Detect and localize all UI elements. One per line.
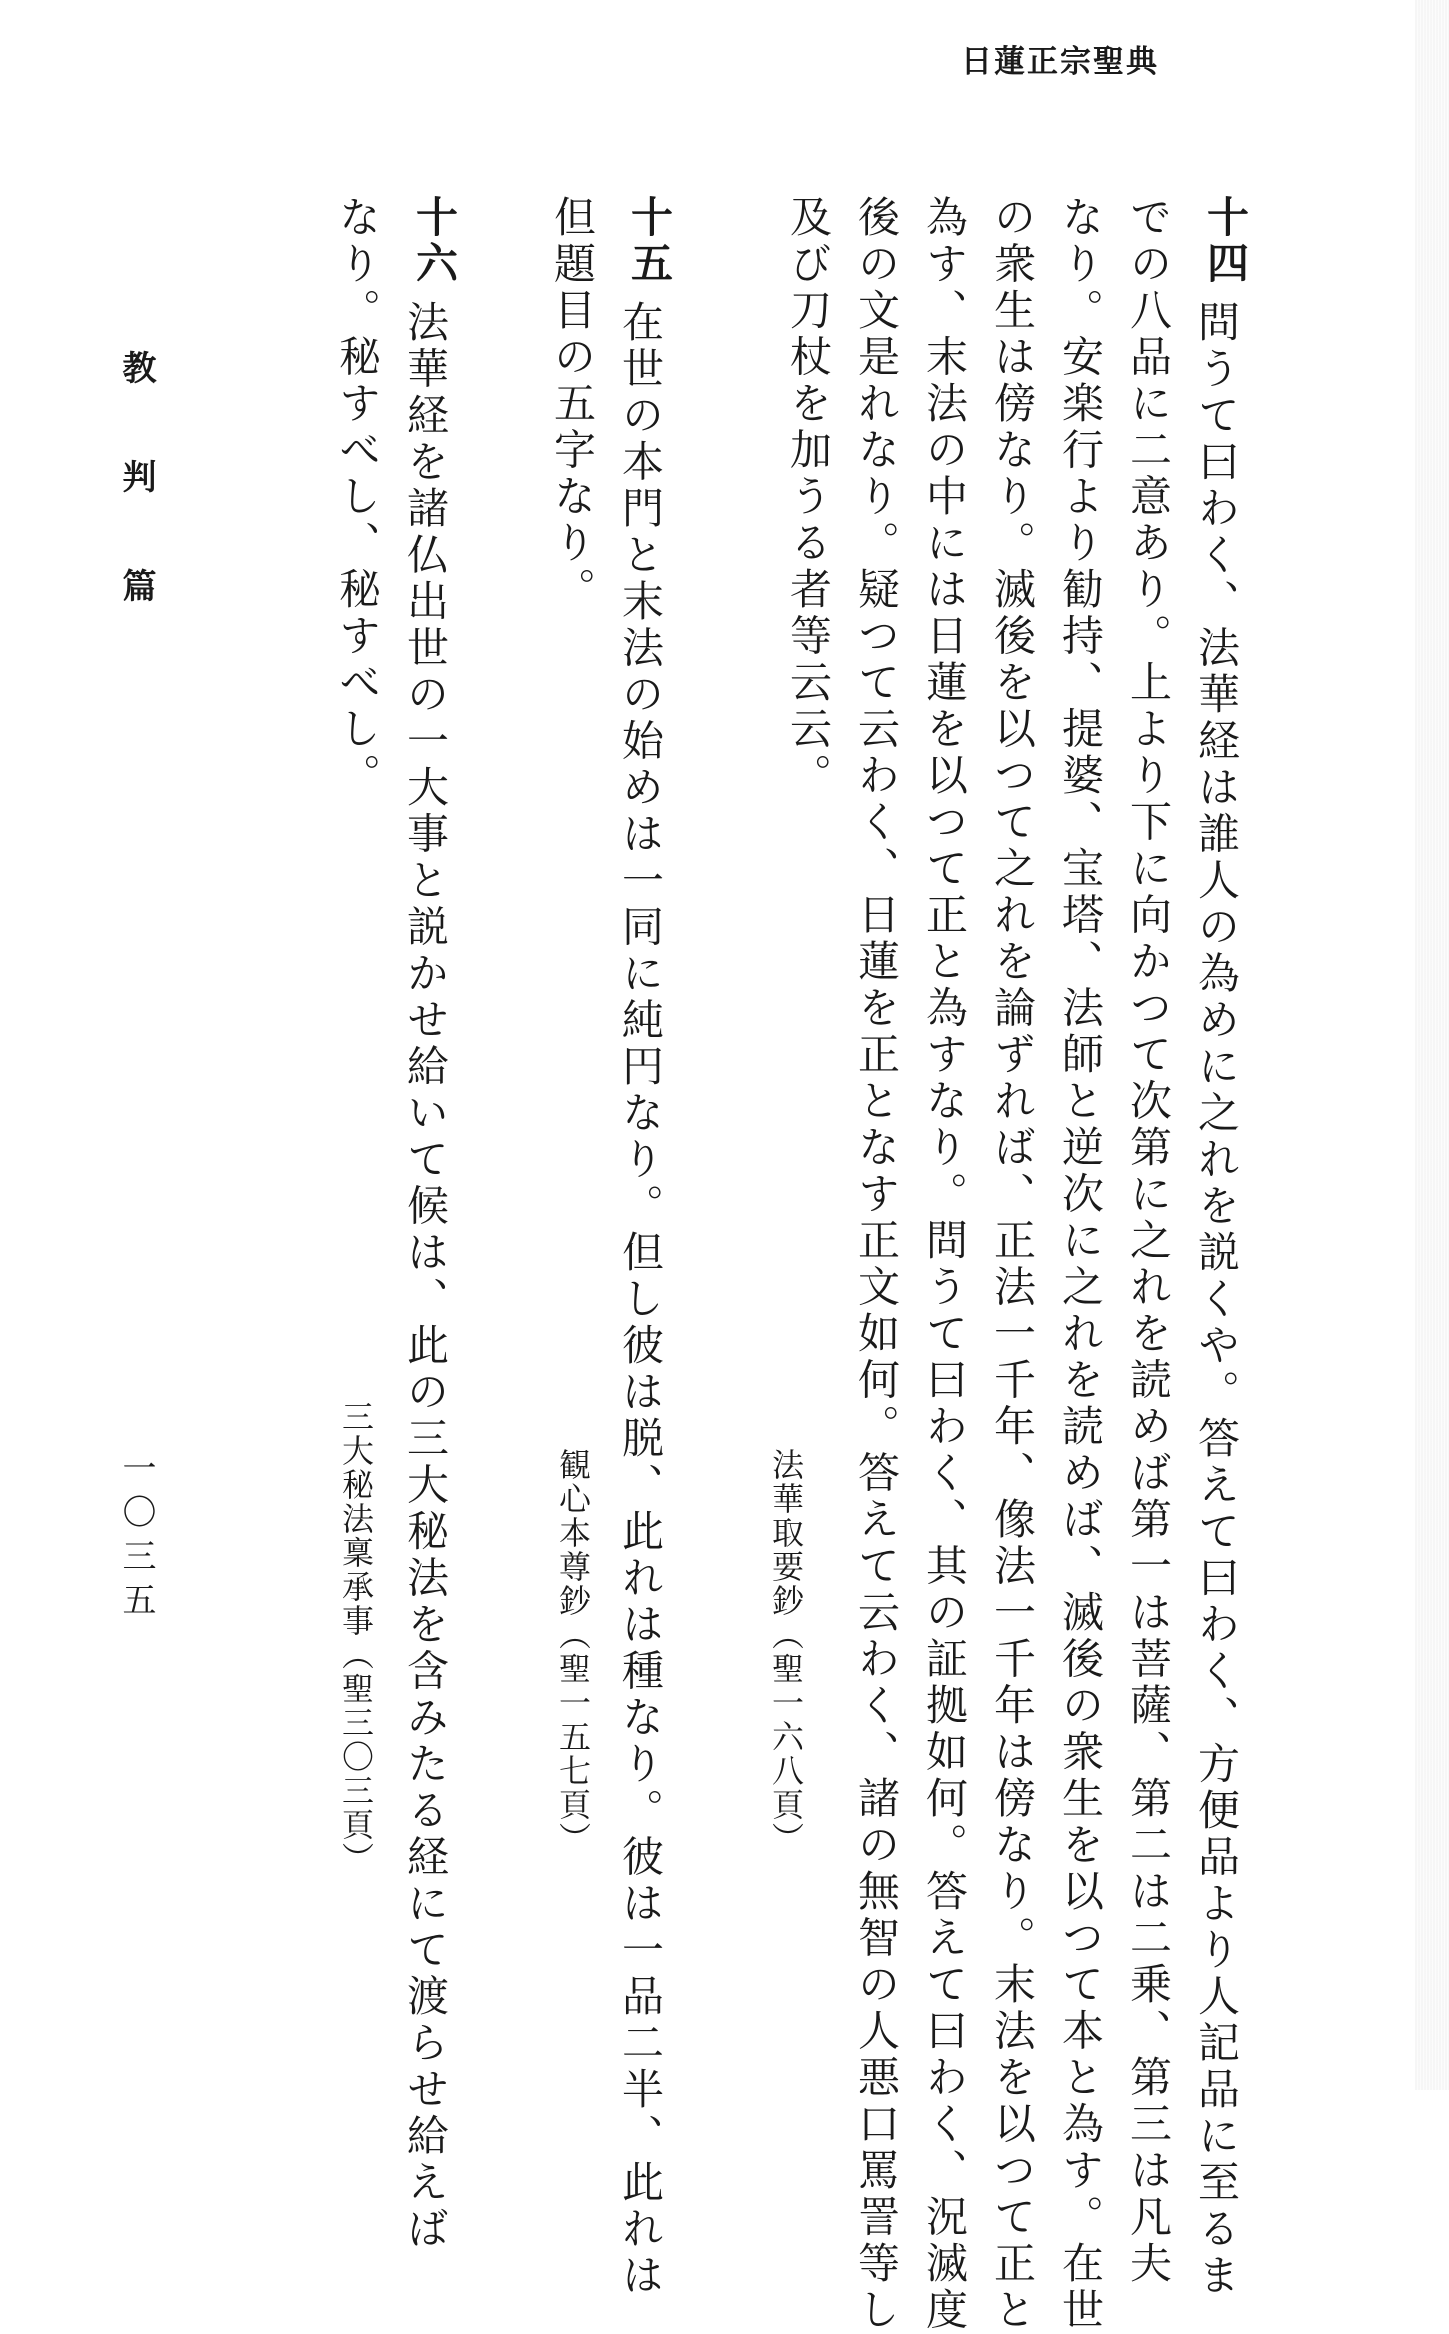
passage-line: 但題目の五字なり。 — [548, 195, 597, 614]
passage-line: での八品に二意あり。上より下に向かつて次第に之れを読めば第一は菩薩、第二は二乗、第三は凡夫 — [1124, 195, 1173, 2288]
book-binding-edge — [1415, 0, 1449, 2090]
passage-line: なり。秘すべし、秘すべし。 — [333, 195, 382, 800]
passage-line: 為す、末法の中には日蓮を以つて正と為すなり。問うて曰わく、其の証拠如何。答えて曰わく、況滅度 — [920, 195, 969, 2334]
passage-line: なり。安楽行より勧持、提婆、宝塔、法師と逆次に之れを読めば、滅後の衆生を以つて本と為す。在世 — [1056, 195, 1105, 2334]
section-number-14: 十四 — [1201, 195, 1250, 287]
passage-line: の衆生は傍なり。滅後を以つて之れを論ずれば、正法一千年、像法一千年は傍なり。末法を以つて正と — [988, 195, 1037, 2334]
page-number: 一〇三五 — [116, 1450, 156, 1626]
citation-source: 法華取要鈔（聖一六八頁） — [767, 1448, 805, 1856]
book-title-header: 日蓮正宗聖典 — [961, 44, 1159, 80]
section-title-vertical: 教判篇 — [116, 350, 156, 677]
citation-source: 三大秘法稟承事（聖三〇三頁） — [337, 1400, 375, 1876]
section-number-15: 十五 — [625, 195, 674, 287]
passage-line: 及び刀杖を加うる者等云云。 — [784, 195, 833, 800]
passage-line: 法華経を諸仏出世の一大事と説かせ給いて候は、此の三大秘法を含みたる経にて渡らせ給えば — [401, 300, 450, 2253]
passage-line: 後の文是れなり。疑つて云わく、日蓮を正となす正文如何。答えて云わく、諸の無智の人悪口罵詈等し — [852, 195, 901, 2334]
passage-line: 在世の本門と末法の始めは一同に純円なり。但し彼は脱、此れは種なり。彼は一品二半、此れは — [616, 300, 665, 2300]
passage-line: 問うて曰わく、法華経は誰人の為めに之れを説くや。答えて曰わく、方便品より人記品に至るま — [1192, 300, 1241, 2300]
citation-source: 観心本尊鈔（聖一五七頁） — [554, 1448, 592, 1856]
section-number-16: 十六 — [410, 195, 459, 287]
